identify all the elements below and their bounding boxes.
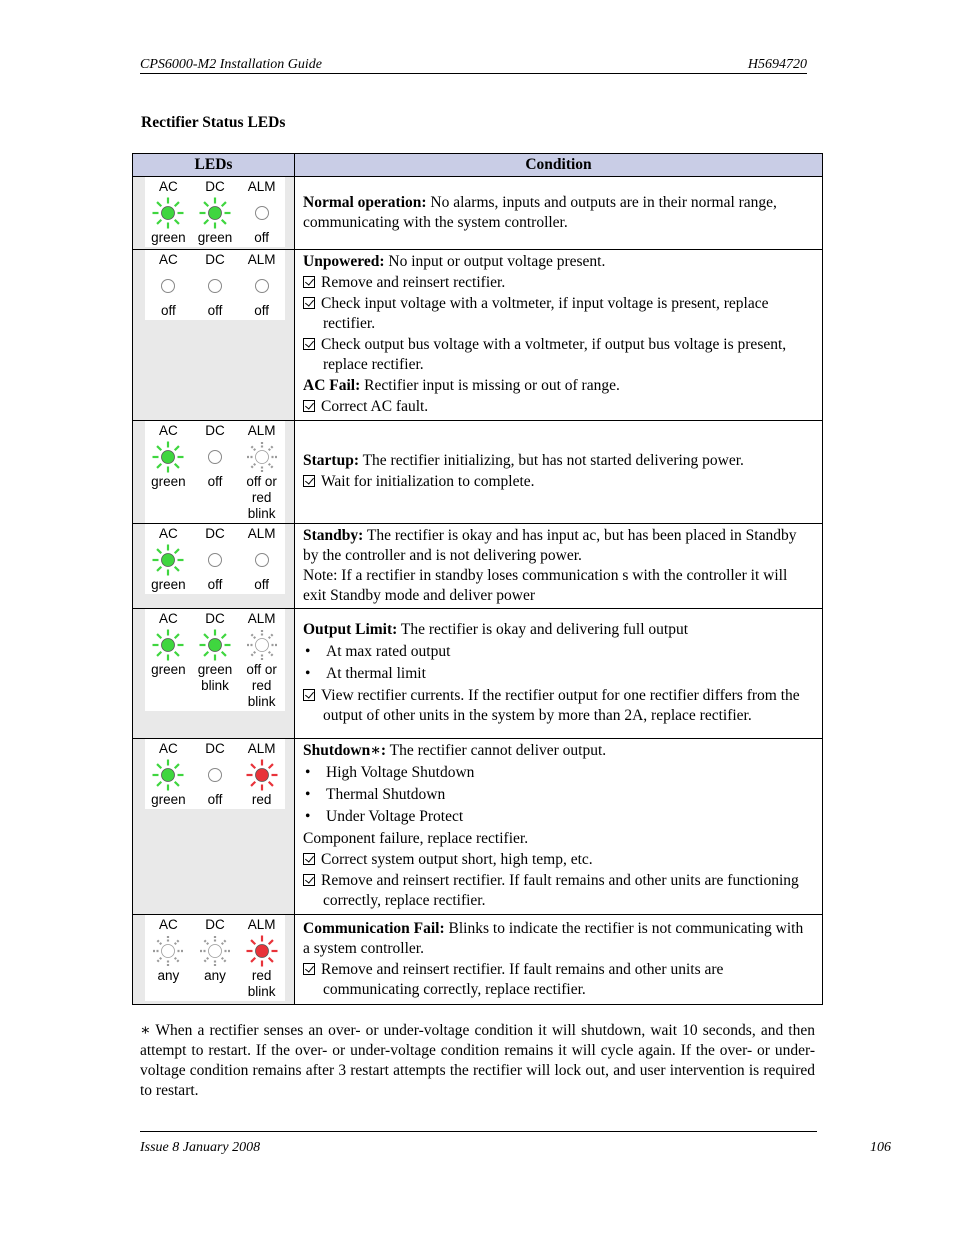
led-state: blink (201, 678, 229, 693)
condition-text: The rectifier initializing, but has not started delivering power. (358, 452, 744, 469)
checkbox-icon (303, 963, 315, 975)
led-indicator-cell (133, 250, 295, 421)
action-item (303, 335, 812, 375)
led-state: off (254, 303, 270, 318)
led-state: green (151, 662, 186, 677)
led-label: AC (158, 611, 178, 626)
led-label: DC (205, 741, 225, 756)
table-row (133, 915, 823, 1005)
led-any-icon (151, 934, 185, 968)
led-alm (239, 423, 285, 522)
action-item (303, 686, 812, 726)
led-off-icon (198, 543, 232, 577)
action-text: Check output bus voltage with a voltmeter, if output bus voltage is present, replace rectifier. (321, 336, 787, 373)
page-header (140, 57, 807, 74)
led-label: ALM (247, 611, 276, 626)
led-green-icon (198, 196, 232, 230)
led-red-icon (245, 758, 279, 792)
bullet-icon: • (305, 764, 311, 781)
condition-title: Normal operation: (303, 194, 427, 211)
condition-title: Output Limit: (303, 621, 398, 638)
led-green-icon (151, 440, 185, 474)
checkbox-icon (303, 338, 315, 350)
bullet-text: Under Voltage Protect (326, 808, 464, 825)
bullet-icon: • (305, 643, 311, 660)
led-label: AC (158, 252, 178, 267)
action-item (303, 273, 812, 293)
led-dc (192, 741, 238, 808)
bullet-icon: • (305, 808, 311, 825)
section-title: Rectifier Status LEDs (141, 114, 286, 131)
led-alm (239, 917, 285, 1000)
condition-text: The rectifier is okay and delivering full output (397, 621, 688, 638)
condition-paragraph (303, 829, 812, 849)
condition-cell (295, 609, 823, 739)
led-state: green (151, 792, 186, 807)
action-item (303, 397, 812, 417)
condition-cell (295, 250, 823, 421)
condition-text: Blinks to indicate the rectifier is not communicating with a system controller. (303, 919, 804, 957)
led-label: ALM (247, 179, 276, 194)
led-label: AC (158, 917, 178, 932)
led-state: green (197, 662, 233, 677)
led-state: off (160, 303, 176, 318)
led-label: ALM (247, 741, 276, 756)
table-header-row (133, 154, 823, 177)
led-indicator-cell (133, 177, 295, 250)
bullet-icon: • (305, 665, 311, 682)
checkbox-icon (303, 874, 315, 886)
condition-paragraph (303, 526, 812, 566)
led-ac (145, 252, 191, 319)
leds-column-header: LEDs (133, 154, 295, 177)
led-off-icon (198, 758, 232, 792)
table-row (133, 421, 823, 524)
led-red-icon (245, 934, 279, 968)
led-dc (192, 179, 238, 246)
table-row (133, 250, 823, 421)
led-state: green (151, 230, 186, 245)
condition-title: Standby: (303, 527, 364, 544)
led-label: DC (205, 423, 225, 438)
bullet-icon: • (305, 786, 311, 803)
condition-text: Component failure, replace rectifier. (303, 830, 529, 847)
led-label: ALM (247, 423, 276, 438)
led-ac (145, 741, 191, 808)
led-state: green (197, 230, 233, 245)
led-ac (145, 179, 191, 246)
led-dc (192, 611, 238, 710)
led-label: ALM (247, 917, 276, 932)
bullet-text: At max rated output (326, 643, 451, 660)
led-off-icon (198, 269, 232, 303)
action-item (303, 850, 812, 870)
condition-paragraph (303, 193, 812, 233)
table-row (133, 524, 823, 609)
led-panel (145, 524, 285, 594)
led-label: DC (205, 917, 225, 932)
led-ac (145, 526, 191, 593)
condition-column-header: Condition (295, 154, 823, 177)
led-off-icon (198, 440, 232, 474)
action-item (303, 472, 812, 492)
led-panel (145, 177, 285, 247)
led-dc (192, 917, 238, 1000)
led-label: DC (205, 252, 225, 267)
action-item (303, 871, 812, 911)
condition-paragraph (303, 741, 812, 761)
condition-paragraph (303, 376, 812, 396)
led-state: red blink (247, 490, 276, 521)
led-state: red (251, 792, 272, 807)
led-indicator-cell (133, 421, 295, 524)
condition-text: Rectifier input is missing or out of range. (360, 377, 620, 394)
led-label: ALM (247, 252, 276, 267)
led-state: green (151, 577, 186, 592)
condition-cell (295, 915, 823, 1005)
led-any-icon (198, 934, 232, 968)
led-indicator-cell (133, 739, 295, 915)
condition-paragraph (303, 451, 812, 471)
table-row (133, 177, 823, 250)
bullet-item (303, 785, 812, 805)
led-label: DC (205, 611, 225, 626)
checkbox-icon (303, 297, 315, 309)
condition-paragraph (303, 252, 812, 272)
footnote: ∗ When a rectifier senses an over- or under-voltage condition it will shutdown, wait 10 seconds, and then attempt to restart. If the over- or under-voltage condition remains it will cycle again. If the over- or under-voltage condition remains after 3 restart attempts the rectifier will lock out, and user intervention is required to restart. (140, 1022, 815, 1099)
condition-paragraph (303, 620, 812, 640)
action-text: View rectifier currents. If the rectifier output for one rectifier differs from the output of other units in the system by more than 2A, replace rectifier. (321, 687, 800, 724)
checkbox-icon (303, 475, 315, 487)
bullet-item (303, 664, 812, 684)
led-state: green (151, 474, 186, 489)
led-panel (145, 915, 285, 1001)
led-state: off or (246, 662, 277, 677)
condition-text: The rectifier is okay and has input ac, but has been placed in Standby by the controller and is not delivering power. (303, 527, 797, 564)
action-text: Remove and reinsert rectifier. (321, 274, 506, 291)
condition-text: Note: If a rectifier in standby loses communication s with the controller it will exit Standby mode and deliver power (303, 567, 788, 604)
action-text: Correct system output short, high temp, etc. (321, 851, 593, 868)
led-green-icon (151, 758, 185, 792)
condition-paragraph (303, 566, 812, 606)
bullet-text: At thermal limit (326, 665, 426, 682)
footer-issue: Issue 8 January 2008 (140, 1140, 261, 1155)
page-footer (140, 1131, 891, 1155)
led-green-icon (198, 628, 232, 662)
led-state: red (251, 968, 272, 983)
condition-paragraph (303, 919, 812, 959)
condition-title: Shutdown∗: (303, 742, 387, 759)
action-text: Wait for initialization to complete. (321, 473, 535, 490)
led-panel (145, 609, 285, 711)
led-label: AC (158, 526, 178, 541)
led-ac (145, 611, 191, 710)
led-label: AC (158, 741, 178, 756)
condition-title: Communication Fail: (303, 919, 445, 937)
led-any-icon (245, 628, 279, 662)
led-green-icon (151, 628, 185, 662)
led-alm (239, 179, 285, 246)
led-panel (145, 421, 285, 523)
led-indicator-cell (133, 915, 295, 1005)
led-ac (145, 423, 191, 522)
led-label: ALM (247, 526, 276, 541)
condition-cell (295, 421, 823, 524)
led-label: AC (158, 423, 178, 438)
action-item (303, 294, 812, 334)
bullet-item (303, 807, 812, 827)
table-row (133, 609, 823, 739)
led-state: blink (247, 984, 276, 999)
led-panel (145, 250, 285, 320)
footer-page-number: 106 (870, 1140, 891, 1155)
led-state: off (207, 792, 223, 807)
header-doc-title: CPS6000-M2 Installation Guide (140, 57, 322, 72)
action-text: Remove and reinsert rectifier. If fault remains and other units are functioning correctly, replace rectifier. (321, 872, 799, 909)
led-off-icon (245, 196, 279, 230)
condition-text: No input or output voltage present. (384, 253, 606, 270)
led-label: DC (205, 526, 225, 541)
action-text: Remove and reinsert rectifier. If fault remains and other units are communicating correctly, replace rectifier. (321, 960, 724, 998)
condition-title: AC Fail: (303, 377, 361, 394)
led-indicator-cell (133, 609, 295, 739)
led-green-icon (151, 196, 185, 230)
led-green-icon (151, 543, 185, 577)
led-status-table (132, 153, 823, 1005)
checkbox-icon (303, 400, 315, 412)
bullet-item (303, 642, 812, 662)
table-row (133, 739, 823, 915)
led-state: any (204, 968, 226, 983)
led-state: red blink (247, 678, 276, 709)
condition-text: The rectifier cannot deliver output. (386, 742, 607, 759)
led-ac (145, 917, 191, 1000)
led-off-icon (151, 269, 185, 303)
action-item (303, 960, 812, 1000)
condition-cell (295, 177, 823, 250)
checkbox-icon (303, 853, 315, 865)
condition-text: No alarms, inputs and outputs are in their normal range, communicating with the system controller. (303, 194, 777, 231)
led-label: DC (205, 179, 225, 194)
bullet-text: Thermal Shutdown (326, 786, 446, 803)
led-any-icon (245, 440, 279, 474)
led-state: off (207, 577, 223, 592)
led-state: off (254, 230, 270, 245)
condition-cell (295, 524, 823, 609)
led-dc (192, 526, 238, 593)
action-text: Correct AC fault. (321, 398, 429, 415)
condition-title: Startup: (303, 452, 359, 469)
led-state: off or (246, 474, 277, 489)
led-panel (145, 739, 285, 809)
led-alm (239, 611, 285, 710)
header-doc-number: H5694720 (747, 57, 807, 72)
checkbox-icon (303, 689, 315, 701)
led-state: off (207, 474, 223, 489)
led-dc (192, 252, 238, 319)
led-state: any (157, 968, 180, 983)
action-text: Check input voltage with a voltmeter, if input voltage is present, replace rectifier. (321, 295, 769, 332)
led-state: off (254, 577, 270, 592)
checkbox-icon (303, 276, 315, 288)
led-dc (192, 423, 238, 522)
bullet-text: High Voltage Shutdown (326, 764, 475, 781)
led-state: off (207, 303, 223, 318)
led-label: AC (158, 179, 178, 194)
led-indicator-cell (133, 524, 295, 609)
led-off-icon (245, 269, 279, 303)
bullet-item (303, 763, 812, 783)
led-off-icon (245, 543, 279, 577)
led-alm (239, 252, 285, 319)
condition-cell (295, 739, 823, 915)
led-alm (239, 526, 285, 593)
condition-title: Unpowered: (303, 253, 385, 270)
led-alm (239, 741, 285, 808)
